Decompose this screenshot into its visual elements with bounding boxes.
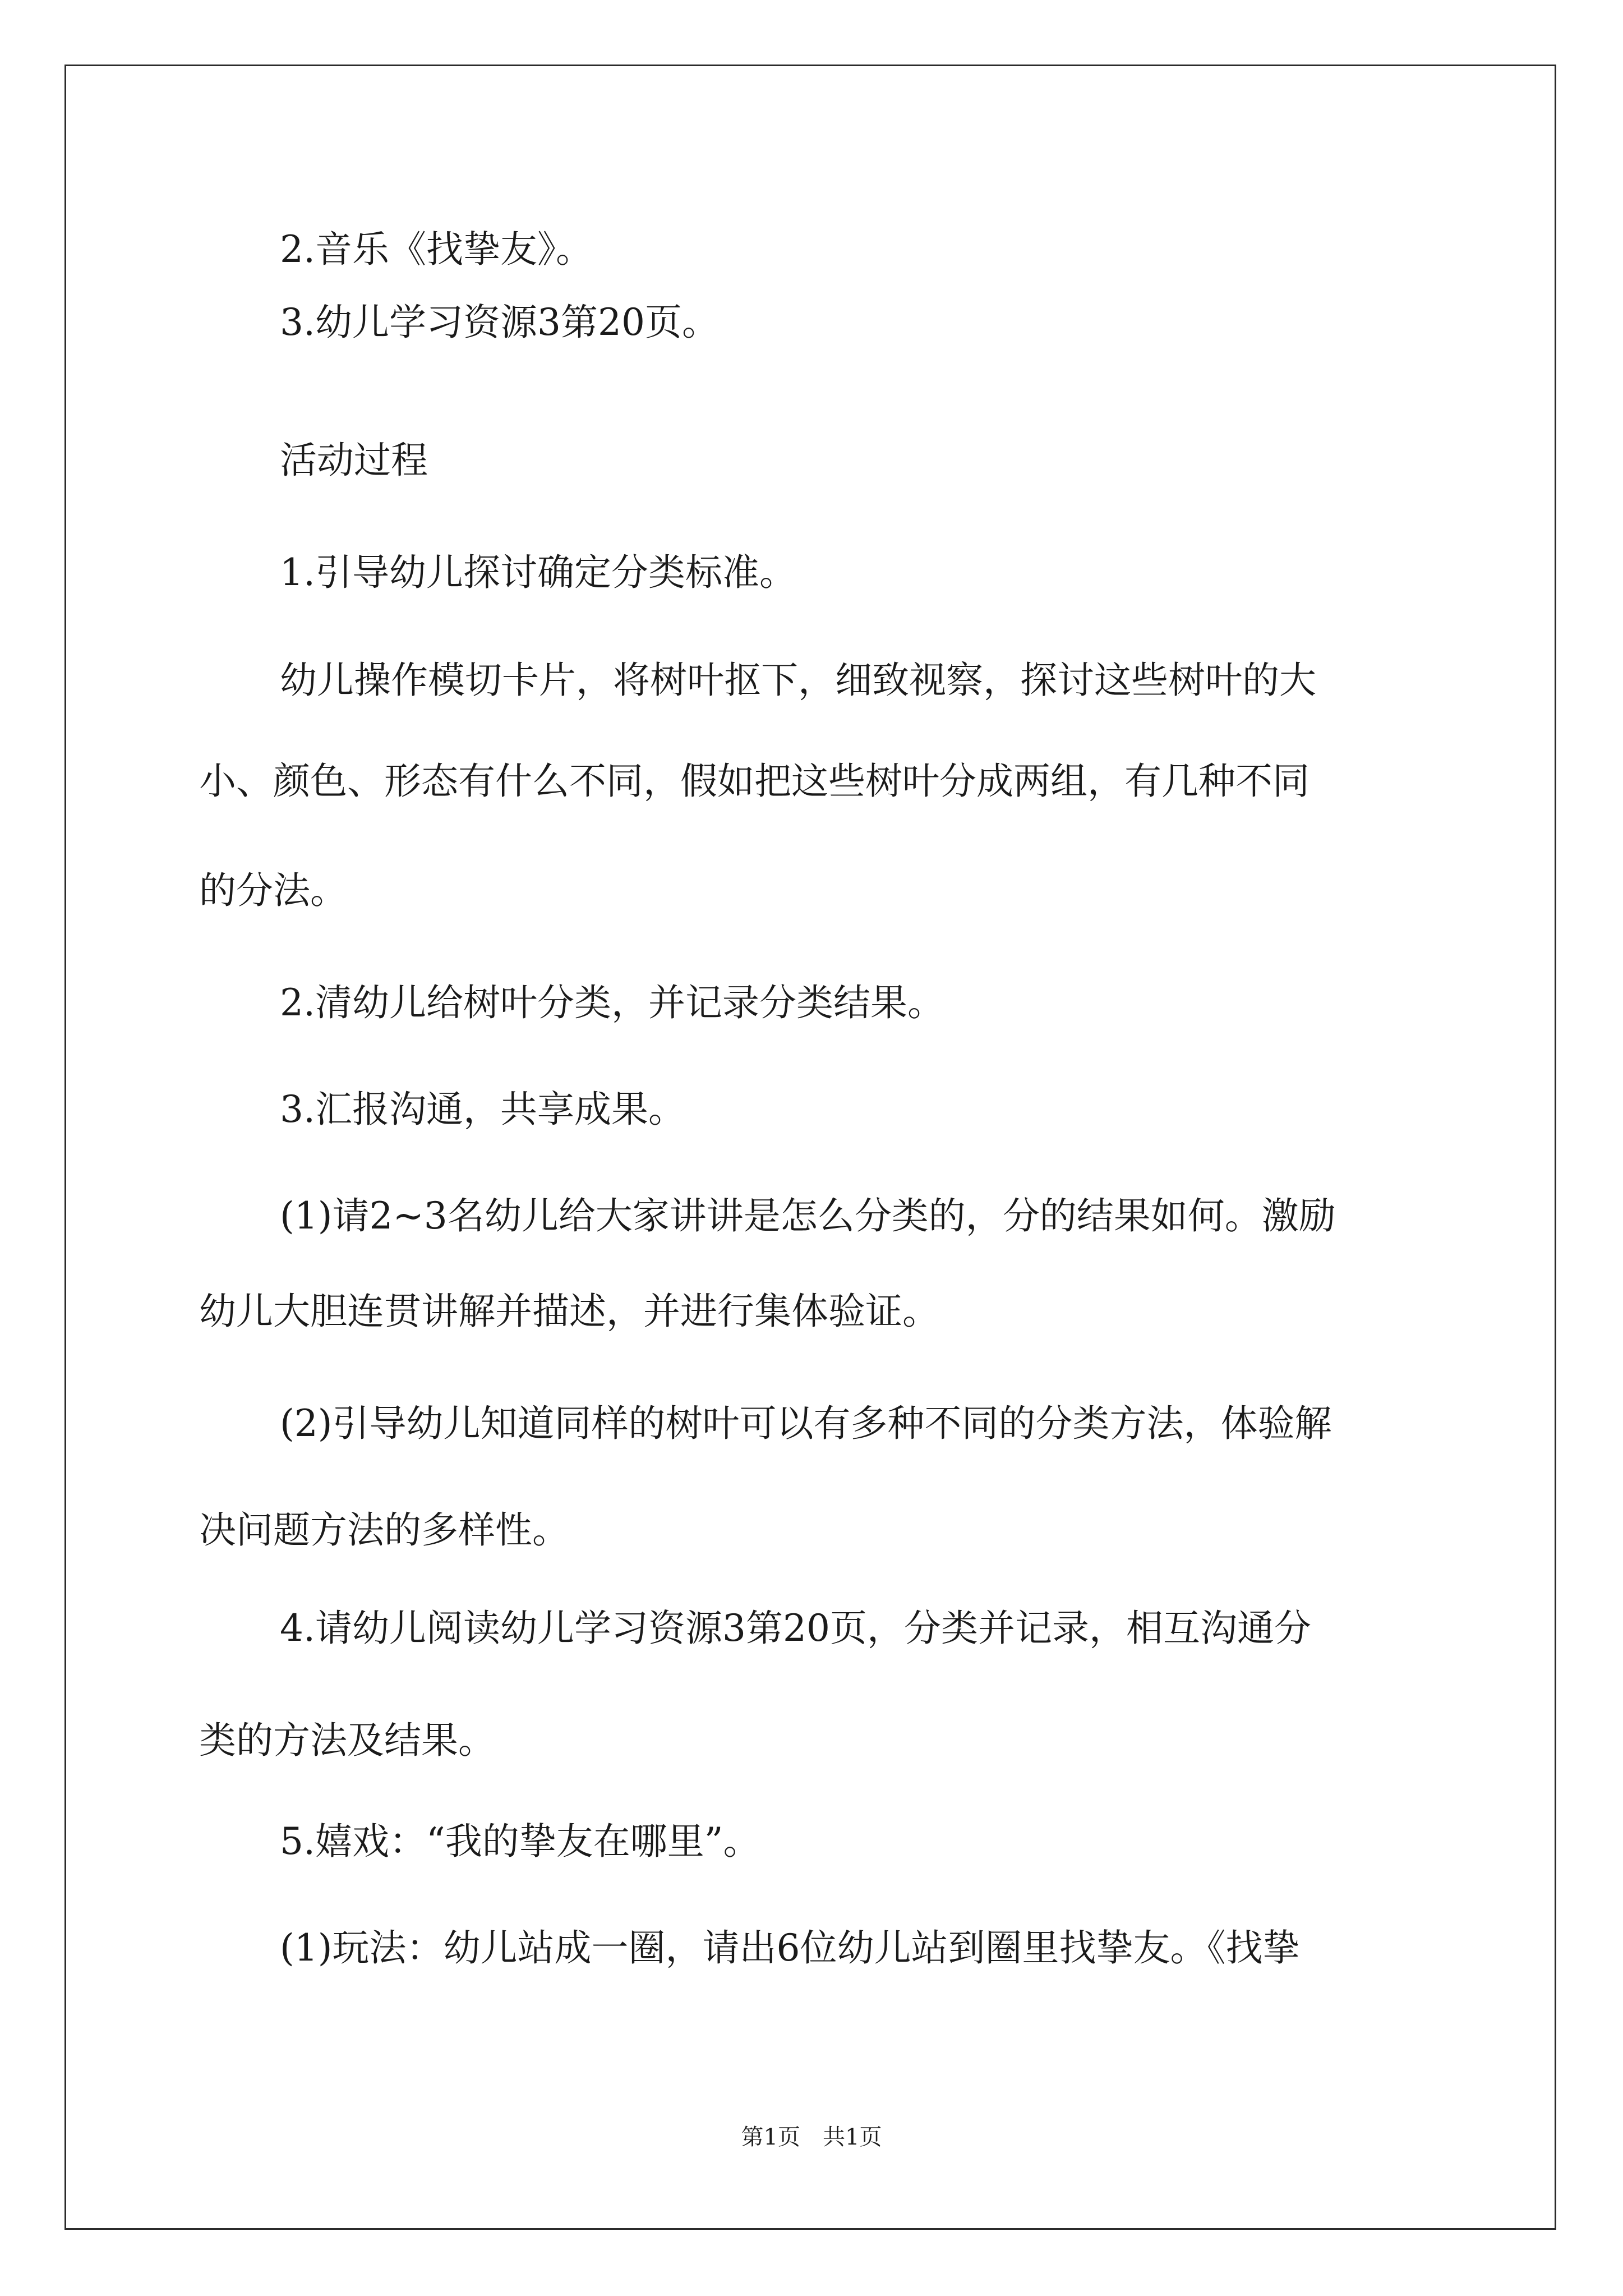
paragraph-line: 2.音乐《找挚友》。 [280, 228, 593, 271]
paragraph-line: 5.嬉戏：“我的挚友在哪里”。 [280, 1820, 760, 1863]
paragraph-line: 幼儿大胆连贯讲解并描述，并进行集体验证。 [199, 1290, 939, 1333]
paragraph-line: (2)引导幼儿知道同样的树叶可以有多种不同的分类方法，体验解 [280, 1402, 1332, 1445]
paragraph-line: (1)请2~3名幼儿给大家讲讲是怎么分类的，分的结果如何。激励 [280, 1194, 1336, 1237]
paragraph-line: 1.引导幼儿探讨确定分类标准。 [280, 551, 796, 594]
paragraph-line: 类的方法及结果。 [199, 1719, 495, 1762]
paragraph-line: 3.幼儿学习资源3第20页。 [280, 301, 719, 344]
paragraph-line: 3.汇报沟通，共享成果。 [280, 1088, 685, 1131]
section-heading: 活动过程 [280, 439, 428, 482]
paragraph-line: 幼儿操作模切卡片，将树叶抠下，细致视察，探讨这些树叶的大 [280, 659, 1316, 702]
paragraph-line: 的分法。 [199, 869, 347, 912]
paragraph-line: 4.请幼儿阅读幼儿学习资源3第20页，分类并记录，相互沟通分 [280, 1607, 1311, 1650]
paragraph-line: 2.清幼儿给树叶分类，并记录分类结果。 [280, 981, 944, 1024]
paragraph-line: 小、颜色、形态有什么不同，假如把这些树叶分成两组，有几种不同 [199, 760, 1310, 803]
paragraph-line: (1)玩法：幼儿站成一圈，请出6位幼儿站到圈里找挚友。《找挚 [280, 1926, 1300, 1970]
page-border [64, 65, 1556, 2230]
page-total: 共1页 [823, 2124, 882, 2150]
paragraph-line: 决问题方法的多样性。 [199, 1508, 569, 1552]
page-number: 第1页 [741, 2124, 800, 2150]
page-footer [0, 2126, 1623, 2148]
